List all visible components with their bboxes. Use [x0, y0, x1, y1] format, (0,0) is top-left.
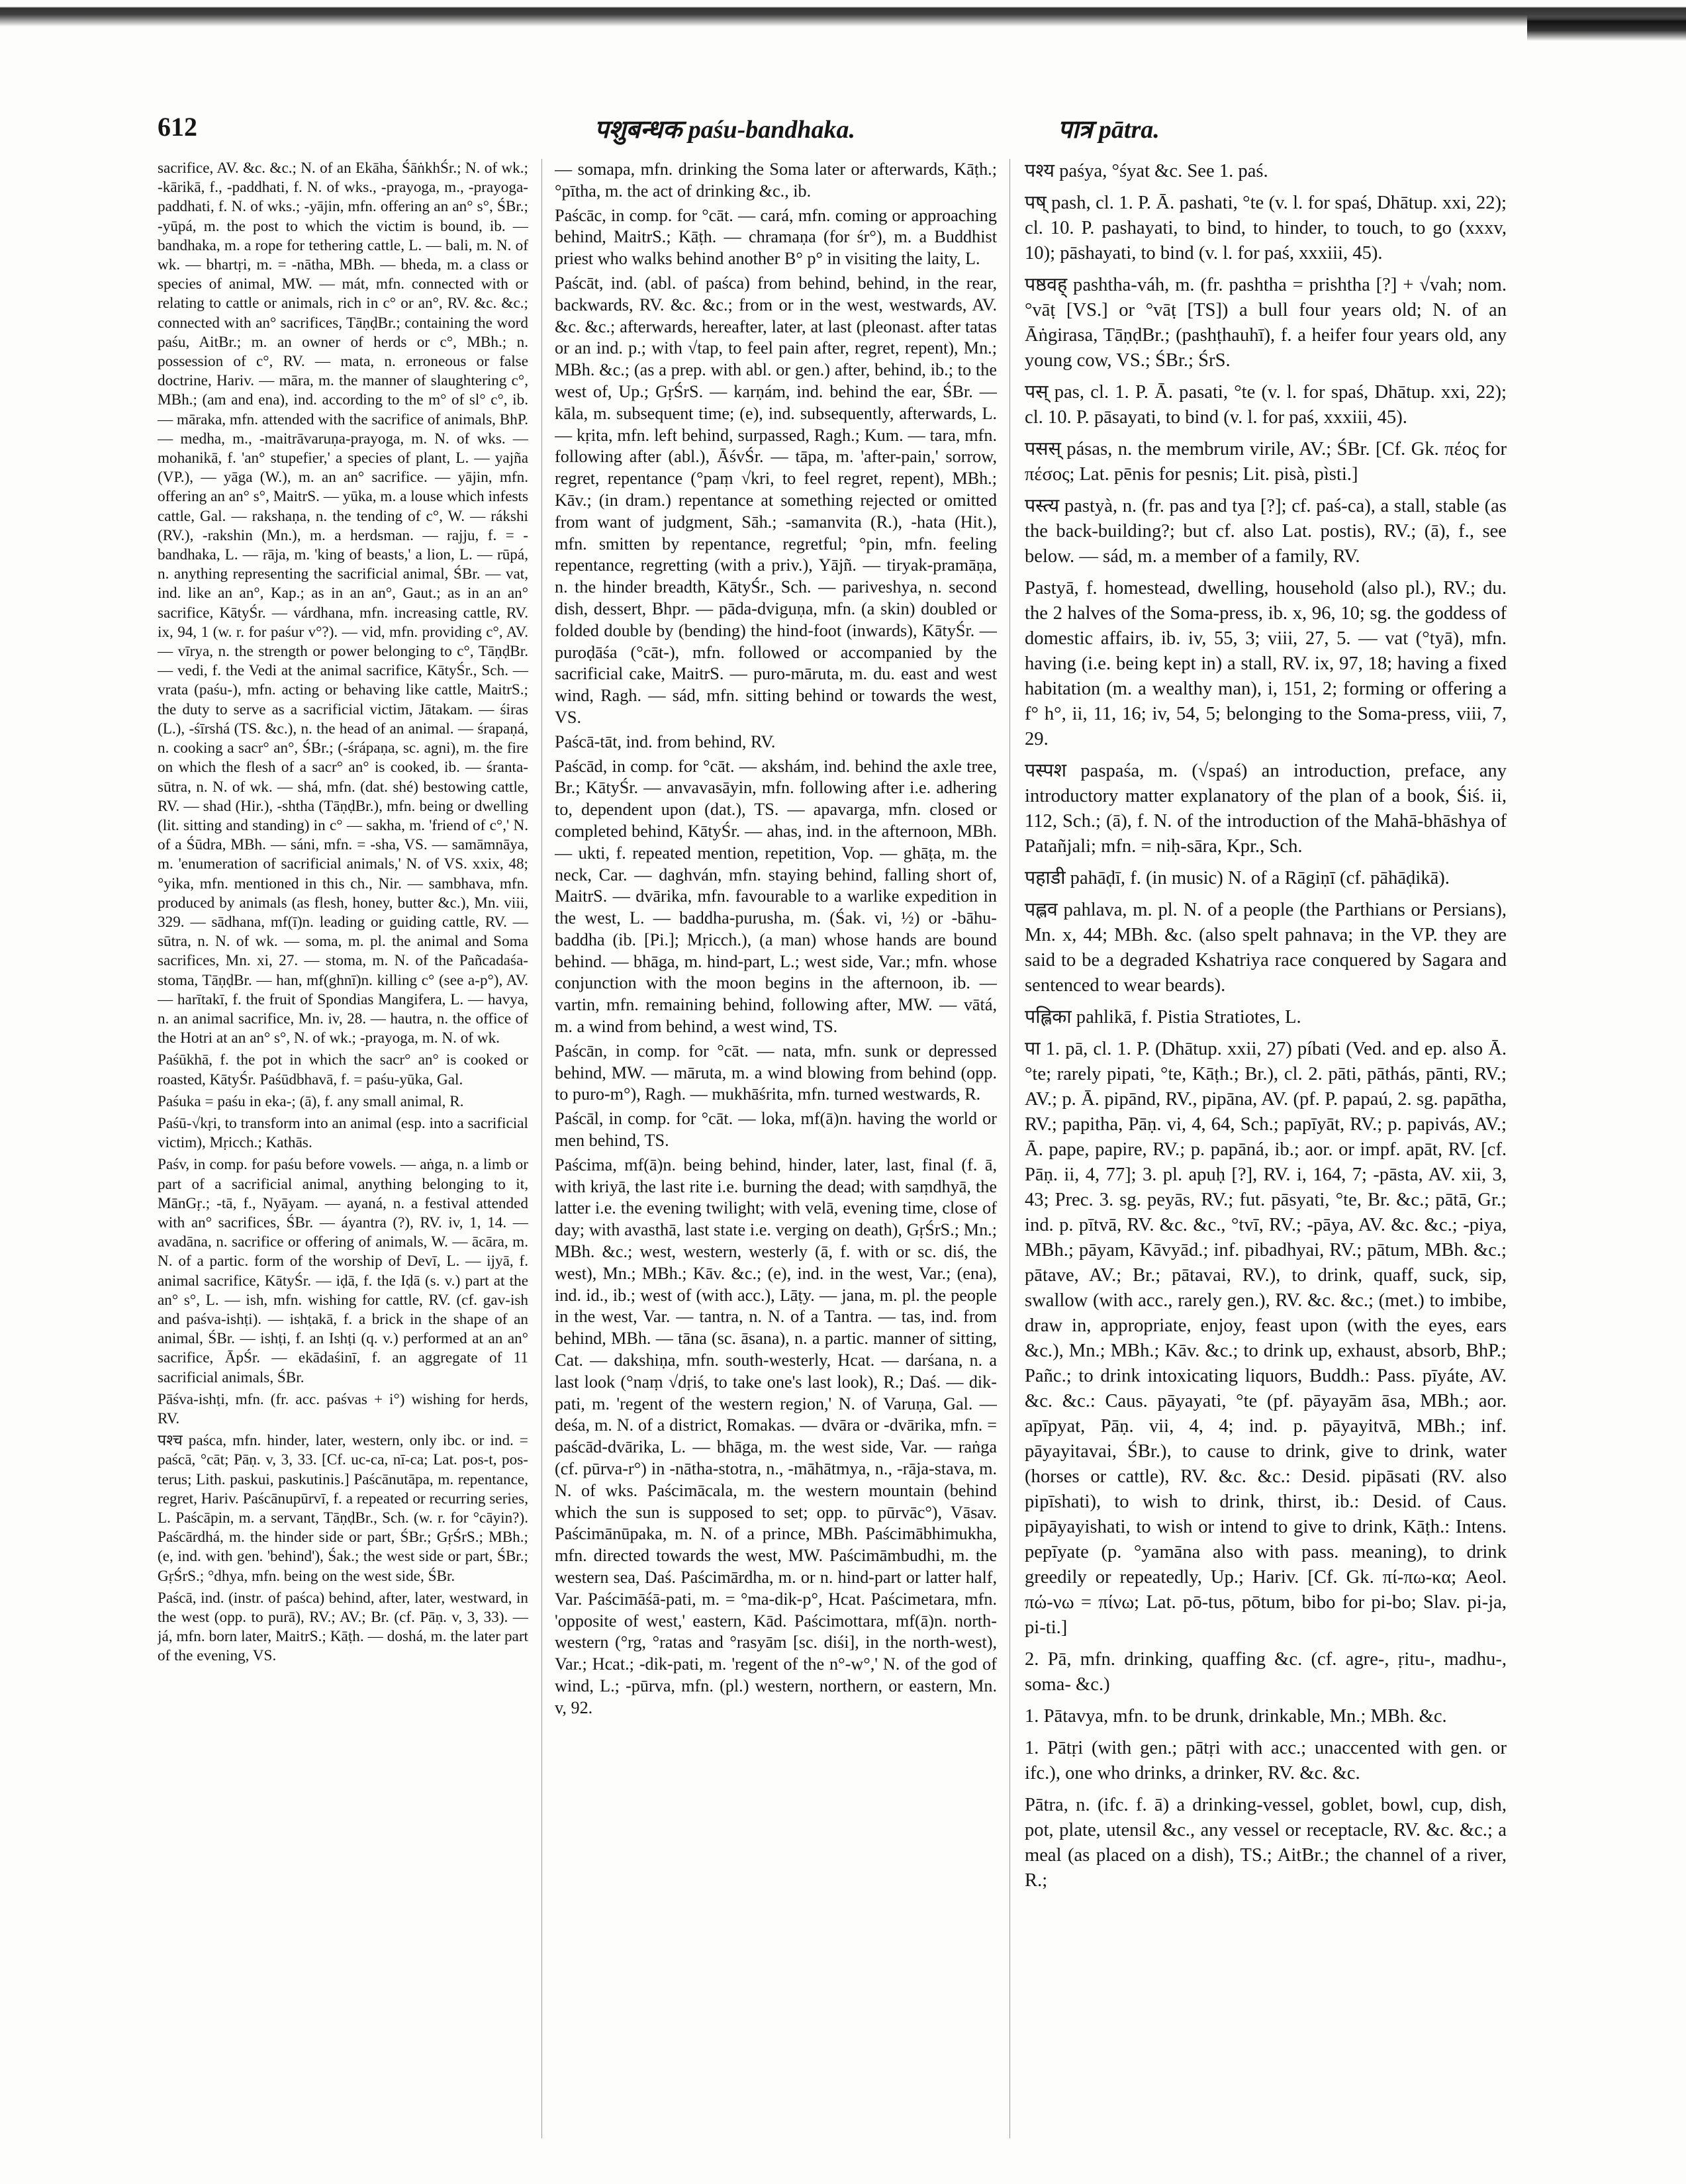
entry: Paścāl, in comp. for °cāt. — loka, mf(ā)n. having the world or men behind, TS. [555, 1109, 997, 1151]
entry: Paśūkhā, f. the pot in which the sacr° an° is cooked or roasted, KātyŚr. Paśūdbhavā, f. = paśu-yūka, Gal. [158, 1051, 528, 1088]
entry: पह्लिका pahlikā, f. Pistia Stratiotes, L. [1025, 1007, 1301, 1027]
entry: Paścima, mf(ā)n. being behind, hinder, later, last, final (f. ā, with kriyā, the last rite i.e. burning the dead; with saṃdhyā, the latter i.e. the evening twilight; with velā, evening time, close of day; with avasthā, last state i.e. verging on death), GṛŚrS.; Mn.; MBh. &c.; west, western, westerly (ā, f. with or sc. diś, the west), Mn.; MBh.; Kāv. &c.; (e), ind. in the west, Var.; (ena), ind. id., ib.; west of (with acc.), Lāṭy. — jana, m. pl. the people in the west, Var. — tantra, n. N. of a Tantra. — tas, ind. from behind, MBh. — tāna (sc. āsana), n. a partic. manner of sitting, Cat. — dakshiṇa, mfn. south-westerly, Hcat. — darśana, n. a last look (°naṃ √dṛiś, to take one's last look), R.; Daś. — dik-pati, m. 'regent of the western region,' N. of Varuṇa, Gal. — deśa, m. N. of a district, Romakas. — dvāra or -dvārika, mfn. = paścād-dvārika, L. — bhāga, m. the west side, Var. — raṅga (cf. pūrva-r°) in -nātha-stotra, n., -māhātmya, n., -rāja-stava, m. N. of wks. Paścimācala, m. the western mountain (behind which the sun is supposed to set; opp. to pūrvāc°), Vāsav. Paścimānūpaka, m. N. of a prince, MBh. Paścimābhimukha, mfn. directed towards the west, MW. Paścimāmbudhi, m. the western sea, Daś. Paścimārdha, m. or n. hind-part or latter half, Var. Paścimāśā-pati, m. = °ma-dik-p°, Hcat. Paścimetara, mfn. 'opposite of west,' eastern, Kād. Paścimottara, mf(ā)n. north-western (°rg, °ratas and °rasyām [sc. diśi], in the north-west), Var.; Hcat.; -dik-pati, m. 'regent of the n°-w°,' N. of the god of wind, L.; -pūrva, mfn. (pl.) western, northern, or eastern, Mn. v, 92. [555, 1155, 997, 1717]
entry: पस्त्य pastyà, n. (fr. pas and tya [?]; cf. paś-ca), a stall, stable (as the back-building?; but cf. also Lat. postis), RV.; (ā), f., see below. — sád, m. a member of a family, RV. [1025, 496, 1507, 567]
entry: Paścā, ind. (instr. of paśca) behind, after, later, westward, in the west (opp. to purā), RV.; AV.; Br. (cf. Pāṇ. v, 3, 33). — já, mfn. born later, MaitrS.; Kāṭh. — doshá, m. the later part of the evening, VS. [158, 1589, 528, 1665]
dictionary-column-3 [1025, 159, 1507, 2138]
entry: पसस् pásas, n. the membrum virile, AV.; ŚBr. [Cf. Gk. πέος for πέσος; Lat. pēnis for pesnis; Lit. pisà, pìsti.] [1025, 439, 1507, 485]
dictionary-column-1 [158, 159, 528, 2138]
entry: — somapa, mfn. drinking the Soma later or afterwards, Kāṭh.; °pītha, m. the act of drinking &c., ib. [555, 160, 997, 201]
entry: पश्च paśca, mfn. hinder, later, western, only ibc. or ind. = paścā, °cāt; Pāṇ. v, 3, 33. [Cf. uc-ca, nī-ca; Lat. pos-t, pos-terus; Lith. paskui, paskutinis.] Paścānutāpa, m. repentance, regret, Hariv. Paścānupūrvī, f. a repeated or recurring series, L. Paścāpin, m. a servant, TāṇḍBr., Sch. (w. r. for °cāyin?). Paścārdhá, m. the hinder side or part, ŚBr.; GṛŚrS.; MBh.; (e, ind. with gen. 'behind'), Śak.; the west side or part, ŚBr.; GṛŚrS.; °dhya, mfn. being on the west side, ŚBr. [158, 1432, 528, 1585]
header-right-catchword: पात्र pātra. [1058, 116, 1160, 144]
entry: पस्पश paspaśa, m. (√spaś) an introduction, preface, any introductory matter explanatory of the plan of a book, Śiś. ii, 112, Sch.; (ā), f. N. of the introduction of the Mahā-bhāshya of Patañjali; mfn. = niḥ-sāra, Kpr., Sch. [1025, 761, 1507, 857]
entry: पह्लव pahlava, m. pl. N. of a people (the Parthians or Persians), Mn. x, 44; MBh. &c. (also spelt pahnava; in the VP. they are said to be a degraded Kshatriya race conquered by Sagara and sentenced to wear beards). [1025, 900, 1507, 996]
entry: Paśū-√kṛi, to transform into an animal (esp. into a sacrificial victim), Mṛicch.; Kathās. [158, 1114, 528, 1152]
scan-edge-smudge [1527, 15, 1686, 41]
entry: Paścān, in comp. for °cāt. — nata, mfn. sunk or depressed behind, MW. — māruta, m. a wind blowing from behind (opp. to puro-m°), Ragh. — mukhāśrita, mfn. turned westwards, R. [555, 1041, 997, 1104]
page-number: 612 [158, 112, 197, 142]
entry: Paścā-tāt, ind. from behind, RV. [555, 732, 776, 751]
entry: sacrifice, AV. &c. &c.; N. of an Ekāha, ŚāṅkhŚr.; N. of wk.; -kārikā, f., -paddhati, f. N. of wks., -prayoga, m., -prayoga-paddhati, f. N. of wks.; -yājin, mfn. offering an an° s°, ŚBr.; -yūpá, m. the post to which the victim is bound, ib. — bandhaka, m. a rope for tethering cattle, L. — bali, m. N. of wk. — bhartṛi, m. = -nātha, MBh. — bheda, m. a class or species of animal, MW. — mát, mfn. connected with or relating to cattle or animals, rich in c° or an°, RV. &c. &c.; connected with an° sacrifices, TāṇḍBr.; containing the word paśu, AitBr.; m. an owner of herds or c°, MBh.; n. possession of c°, RV. — mata, n. erroneous or false doctrine, Hariv. — māra, m. the manner of slaughtering c°, MBh.; (am and ena), ind. according to the m° of sl° c°, ib. — māraka, mfn. attended with the sacrifice of animals, BhP. — medha, m., -maitrāvaruṇa-prayoga, m. N. of wks. — mohanikā, f. 'an° stupefier,' a species of plant, L. — yajña (VP.), — yāga (W.), m. an an° sacrifice. — yājin, mfn. offering an an° s°, MaitrS. — yūka, m. a louse which infests cattle, Gal. — rakshaṇa, n. the tending of c°, W. — rákshi (RV.), -rakshin (Mn.), m. a herdsman. — rajju, f. = -bandhaka, L. — rāja, m. 'king of beasts,' a lion, L. — rūpá, n. anything representing the sacrificial animal, ŚBr. — vat, ind. like an an°, Kap.; as in an an°, Gaut.; as in an an° sacrifice, KātyŚr. — várdhana, mfn. increasing cattle, RV. ix, 94, 1 (w. r. for paśur v°?). — vid, mfn. providing c°, AV. — vīrya, n. the strength or power belonging to c°, TāṇḍBr. — vedi, f. the Vedi at the animal sacrifice, KātyŚr., Sch. — vrata (paśu-), mfn. acting or behaving like cattle, MaitrS.; the duty to serve as a sacrificial victim, Jātakam. — śiras (L.), -śīrshá (TS. &c.), n. the head of an animal. — śrapaṇá, n. cooking a sacr° an°, ŚBr.; (-śrápaṇa, sc. agni), m. the fire on which the flesh of a sacr° an° is cooked, ib. — śranta-sūtra, n. N. of wk. — shá, mfn. (dat. shé) bestowing cattle, RV. — shad (Hir.), -shtha (TāṇḍBr.), mfn. being or dwelling (lit. sitting and standing) in c° — sakha, m. 'friend of c°,' N. of a Śūdra, MBh. — sáni, mfn. = -sha, VS. — samāmnāya, m. 'enumeration of sacrificial animals,' N. of VS. xxix, 48; °yika, mfn. mentioned in this ch., Nir. — sambhava, mfn. produced by animals (as flesh, honey, butter &c.), Mn. viii, 329. — sādhana, mf(ī)n. leading or guiding cattle, RV. — sūtra, n. N. of wk. — soma, m. pl. the animal and Soma sacrifices, Mn. xi, 27. — stoma, m. N. of the Pañcadaśa-stoma, TāṇḍBr. — han, mf(ghnī)n. killing c° (see a-p°), AV. — harītakī, f. the fruit of Spondias Mangifera, L. — havya, n. an animal sacrifice, Mn. iv, 28. — hautra, n. the office of the Hotri at an an° s°, N. of wk.; -prayoga, m. N. of wk. [158, 160, 528, 1047]
column-rule-1 [541, 159, 542, 2138]
entry: Pātra, n. (ifc. f. ā) a drinking-vessel, goblet, bowl, cup, dish, pot, plate, utensil &c., any vessel or receptacle, RV. &c. &c.; a meal (as placed on a dish), TS.; AitBr.; the channel of a river, R.; [1025, 1795, 1507, 1891]
entry: 1. Pātṛi (with gen.; pātṛi with acc.; unaccented with gen. or ifc.), one who drinks, a drinker, RV. &c. &c. [1025, 1738, 1507, 1783]
entry: 2. Pā, mfn. drinking, quaffing &c. (cf. agre-, ṛitu-, madhu-, soma- &c.) [1025, 1649, 1507, 1695]
entry: पहाडी pahāḍī, f. (in music) N. of a Rāgiṇī (cf. pāhāḍikā). [1025, 868, 1450, 888]
entry: पश्य paśya, °śyat &c. See 1. paś. [1025, 161, 1268, 181]
column-rule-2 [1009, 159, 1010, 2138]
entry: Pāśva-ishṭi, mfn. (fr. acc. paśvas + i°) wishing for herds, RV. [158, 1390, 528, 1427]
dictionary-column-2 [555, 159, 997, 2138]
running-head [158, 106, 1507, 150]
entry: Paśv, in comp. for paśu before vowels. — aṅga, n. a limb or part of a sacrificial animal, anything belonging to it, MānGṛ.; -tā, f., Nyāyam. — ayaná, n. a festival attended with an° sacrifices, ŚBr. — áyantra (?), RV. iv, 1, 14. — avadāna, n. sacrifice or offering of animals, W. — ācāra, m. N. of a partic. form of the worship of Devī, L. — ijyā, f. animal sacrifice, KātyŚr. — iḍā, f. the Iḍā (s. v.) part at the an° s°, L. — ish, mfn. wishing for cattle, RV. (cf. gav-ish and paśva-ishṭi). — ishṭakā, f. a brick in the shape of an animal, ŚBr. — ishṭi, f. an Ishṭi (q. v.) performed at an an° sacrifice, ĀpŚr. — ekādaśinī, f. an aggregate of 11 sacrificial animals, ŚBr. [158, 1156, 528, 1386]
entry: Paścāt, ind. (abl. of paśca) from behind, behind, in the rear, backwards, RV. &c. &c.; from or in the west, westwards, AV. &c. &c.; afterwards, hereafter, later, at last (pleonast. after tatas or an ind. p.; with √tap, to feel pain after, regret, repent), Mn.; MBh. &c.; (as a prep. with abl. or gen.) after, behind, ib.; to the west of, Up.; GṛŚrS. — karṇám, ind. behind the ear, ŚBr. — kāla, m. subsequent time; (e), ind. subsequently, afterwards, L. — kṛita, mfn. left behind, surpassed, Ragh.; Kum. — tara, mfn. following after (abl.), ĀśvŚr. — tāpa, m. 'after-pain,' sorrow, regret, repentance (°paṃ √kri, to feel regret, repent), MBh.; Kāv.; (in dram.) repentance at something rejected or omitted from want of judgment, Sāh.; -samanvita (R.), -hata (Hit.), mfn. smitten by repentance, regretful; °pin, mfn. feeling repentance, regretting (with a priv.), Yājñ. — tiryak-pramāṇa, n. the hinder breadth, KātyŚr., Sch. — pariveshya, n. second dish, dessert, Bhpr. — pāda-dviguṇa, mfn. (a skin) doubled or folded double by (bending) the hind-foot (inwards), KātyŚr. — puroḍāśa (°cāt-), mfn. followed or accompanied by the sacrificial cake, MaitrS. — puro-māruta, m. du. east and west wind, Ragh. — sád, mfn. sitting behind or towards the west, VS. [555, 273, 997, 727]
header-left-catchword: पशुबन्धक paśu-bandhaka. [594, 116, 856, 144]
entry: Paśuka = paśu in eka-; (ā), f. any small animal, R. [158, 1092, 464, 1110]
entry: Paścāc, in comp. for °cāt. — cará, mfn. coming or approaching behind, MaitrS.; Kāṭh. — chramaṇa (for śr°), m. a Buddhist priest who walks behind another B° p° in visiting the laity, L. [555, 205, 997, 269]
scan-edge-shadow [0, 0, 1686, 34]
entry: पस् pas, cl. 1. P. Ā. pasati, °te (v. l. for spaś, Dhātup. xxi, 22); cl. 10. P. pāsayati, to bind (v. l. for paś, xxxiii, 45). [1025, 382, 1507, 428]
entry: पष् pash, cl. 1. P. Ā. pashati, °te (v. l. for spaś, Dhātup. xxi, 22); cl. 10. P. pashayati, to bind, to hinder, to touch, to go (xxxv, 10); pāshayati, to bind (v. l. for paś, xxxiii, 45). [1025, 193, 1507, 263]
entry: Paścād, in comp. for °cāt. — akshám, ind. behind the axle tree, Br.; KātyŚr. — anvavasāyin, mfn. following after i.e. adhering to, dependent upon (dat.), TS. — apavarga, mfn. closed or completed behind, KātyŚr. — ahas, ind. in the afternoon, MBh. — ukti, f. repeated mention, repetition, Vop. — ghāṭa, m. the neck, Car. — daghván, mfn. staying behind, falling short of, MaitrS. — dvārika, mfn. favourable to a warlike expedition in the west, L. — baddha-purusha, m. (Śak. vi, ½) or -bāhu-baddha (ib. [Pi.]; Mṛicch.), (a man) whose hands are bound behind. — bhāga, m. hind-part, L.; west side, Var.; mfn. whose conjunction with the moon begins in the afternoon, ib. — vartin, mfn. remaining behind, following after, MW. — vātá, m. a wind from behind, a west wind, TS. [555, 756, 997, 1037]
entry: Pastyā, f. homestead, dwelling, household (also pl.), RV.; du. the 2 halves of the Soma-press, ib. x, 96, 10; sg. the goddess of domestic affairs, ib. iv, 55, 3; viii, 27, 5. — vat (°tyā), mfn. having (i.e. being kept in) a stall, RV. ix, 97, 18; having a fixed habitation (m. a wealthy man), i, 151, 2; forming or offering a f° h°, ii, 11, 16; iv, 54, 5; belonging to the Soma-press, viii, 7, 29. [1025, 578, 1507, 749]
entry: 1. Pātavya, mfn. to be drunk, drinkable, Mn.; MBh. &c. [1025, 1706, 1447, 1727]
entry: पष्ठवह् pashtha-váh, m. (fr. pashtha = prishtha [?] + √vah; nom. °vāṭ [VS.] or °vāṭ [TS]) a bull four years old; N. of an Āṅgirasa, TāṇḍBr.; (pashṭhauhī), f. a heifer four years old, any young cow, VS.; ŚBr.; ŚrS. [1025, 275, 1507, 371]
entry: पा 1. pā, cl. 1. P. (Dhātup. xxii, 27) píbati (Ved. and ep. also Ā. °te; rarely pipati, °te, Kāṭh.; Br.), cl. 2. pāti, pāthás, pānti, RV.; AV.; p. Ā. pipānd, RV., pipāna, AV. (pf. P. papaú, 2. sg. papātha, RV.; papitha, Pāṇ. vi, 4, 64, Sch.; papīyāt, RV.; p. papivás, AV.; Ā. pape, papire, RV.; p. papāná, ib.; aor. or impf. apāt, RV. [cf. Pāṇ. ii, 4, 77]; 3. pl. apuḥ [?], RV. i, 164, 7; -pāsta, AV. xii, 3, 43; Prec. 3. sg. peyās, RV.; fut. pāsyati, °te, Br. &c.; pātā, Gr.; ind. p. pītvā, RV. &c. &c., °tvī, RV.; -pāya, AV. &c. &c.; -piya, MBh.; pāyam, Kāvyād.; inf. pibadhyai, RV.; pātum, MBh. &c.; pātave, AV.; Br.; pātavai, RV.), to drink, quaff, suck, sip, swallow (with acc., rarely gen.), RV. &c. &c.; (met.) to imbibe, draw in, appropriate, enjoy, feast upon (with the eyes, ears &c.), Mn.; MBh.; Kāv. &c.; to drink up, exhaust, absorb, BhP.; Pañc.; to drink intoxicating liquors, Buddh.: Pass. pīyáte, AV. &c. &c.: Caus. pāyayati, °te (pf. pāyayām āsa, MBh.; aor. apīpyat, Pāṇ. vii, 4, 4; ind. p. pāyayitvā, MBh.; inf. pāyayitavai, ŚBr.), to cause to drink, give to drink, water (horses or cattle), RV. &c. &c.: Desid. pipāsati (RV. also pipīshati), to wish to drink, thirst, ib.: Desid. of Caus. pipāyayishati, to wish or intend to give to drink, Kāṭh.: Intens. pepīyate (p. °yamāna also with pass. meaning), to drink greedily or repeatedly, Up.; Hariv. [Cf. Gk. πί-πω-κα; Aeol. πώ-νω = πίνω; Lat. pō-tus, pōtum, bibo for pi-bo; Slav. pi-ja, pi-ti.] [1025, 1039, 1507, 1638]
